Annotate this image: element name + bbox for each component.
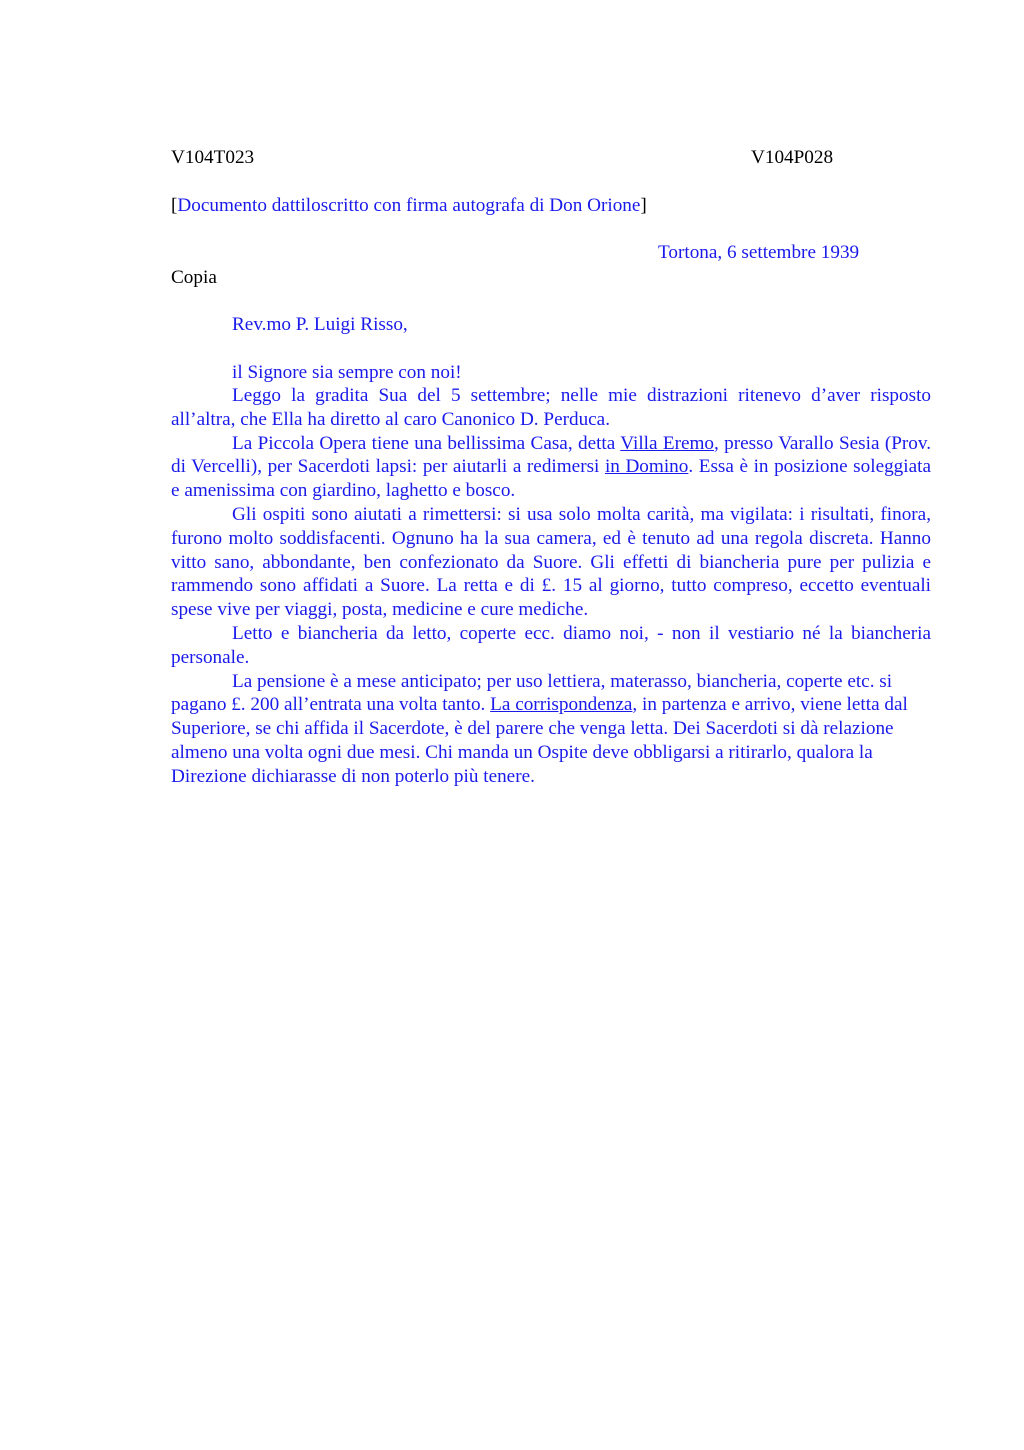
editorial-note <box>171 194 647 218</box>
villa-eremo-underlined: Villa Eremo <box>620 432 714 454</box>
paragraph-5-part-a: La pensione è a mese anticipato; per uso lettiera, materasso, biancheria, coperte etc. si pagano £. 200 all’entrata una volta tanto. <box>171 670 893 716</box>
document-code-right: V104P028 <box>751 147 834 168</box>
paragraph-2-part-a: La Piccola Opera tiene una bellissima Casa, detta <box>232 432 621 454</box>
paragraph-4: Letto e biancheria da letto, coperte ecc. diamo noi, - non il vestiario né la biancheria personale. <box>171 622 931 668</box>
letter-date: Tortona, 6 settembre 1939 <box>658 242 860 263</box>
editorial-note-text: Documento dattiloscritto con firma autografa di Don Orione <box>177 195 641 216</box>
in-domino-underlined: in Domino <box>604 456 689 478</box>
salutation: Rev.mo P. Luigi Risso, <box>232 314 408 335</box>
greeting: il Signore sia sempre con noi! <box>232 362 462 383</box>
paragraph-2-part-b: , presso Varallo Sesia (Prov. di Vercelli), per Sacerdoti lapsi: per aiutarli a redimersi <box>171 432 932 478</box>
editorial-note-close-bracket: ] <box>640 195 647 216</box>
copy-label: Copia <box>171 267 217 288</box>
paragraph-5 <box>171 670 931 789</box>
paragraph-3: Gli ospiti sono aiutati a rimettersi: si usa solo molta carità, ma vigilata: i risultati, finora, furono molto soddisfacenti. Ognuno ha la sua camera, ed è tenuto ad una regola discreta. Hanno vitto sano, abbondante, ben confezionato da Suore. Gli effetti di biancheria pure per pulizia e rammendo sono affidati a Suore. La retta e di £. 15 al giorno, tutto compreso, eccetto eventuali spese vive per viaggi, posta, medicine e cure mediche. <box>171 503 931 621</box>
paragraph-5-part-b: , in partenza e arrivo, viene letta dal Superiore, se chi affida il Sacerdote, è del parere che venga letta. Dei Sacerdoti si dà relazione almeno una volta ogni due mesi. Chi manda un Ospite deve obbligarsi a ritirarlo, qualora la Direzione dichiarasse di non poterlo più tenere. <box>171 694 908 787</box>
letter-body <box>171 384 931 789</box>
editorial-note-open-bracket: [ <box>171 195 178 216</box>
paragraph-2 <box>171 432 931 503</box>
corrispondenza-underlined: La corrispondenza <box>490 694 633 716</box>
document-code-left: V104T023 <box>171 147 255 168</box>
paragraph-2-part-c: . Essa è in posizione soleggiata e amenissima con giardino, laghetto e bosco. <box>171 456 931 502</box>
paragraph-1: Leggo la gradita Sua del 5 settembre; nelle mie distrazioni ritenevo d’aver risposto all’altra, che Ella ha diretto al caro Canonico D. Perduca. <box>171 385 931 430</box>
